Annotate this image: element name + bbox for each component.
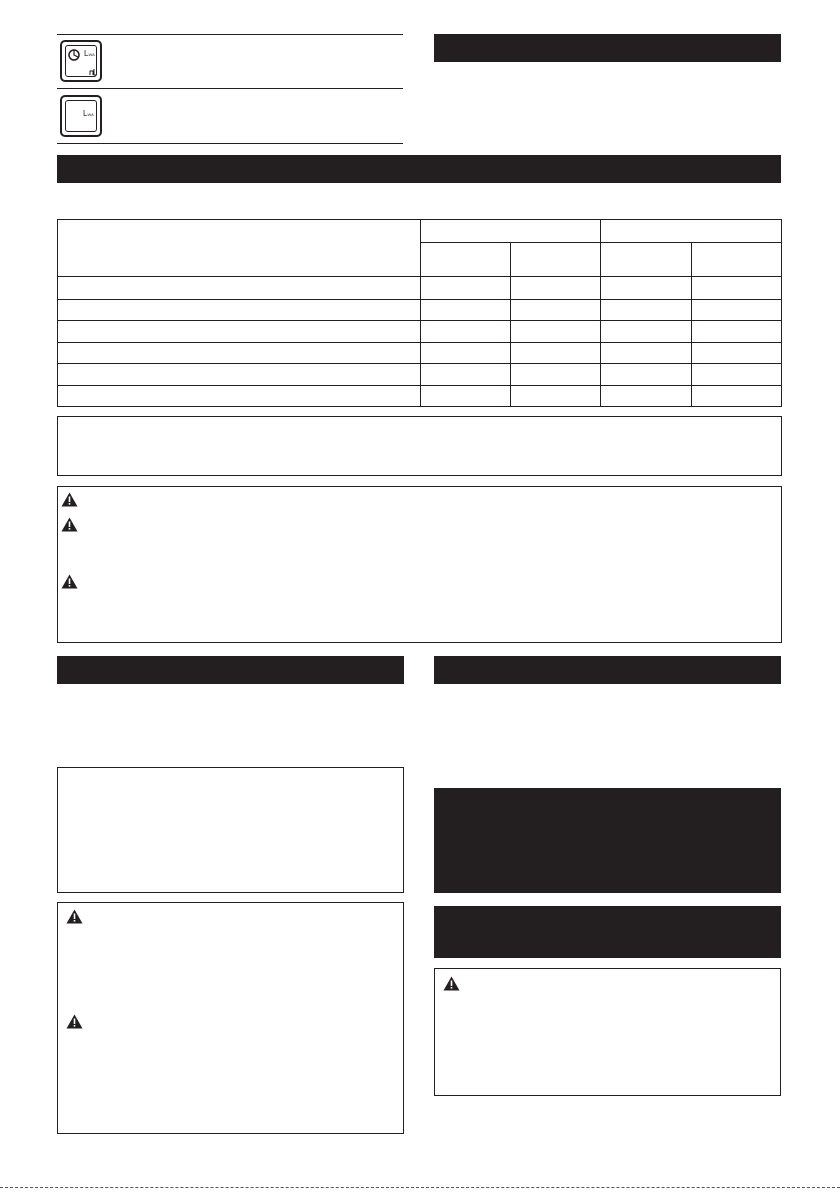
black-panel-large xyxy=(434,788,781,893)
warning-box-full xyxy=(57,486,782,643)
page-cut-edge xyxy=(0,1187,840,1188)
section-heading-bar-right xyxy=(434,656,781,684)
warning-triangle-icon xyxy=(443,976,460,991)
sound-power-level-icon xyxy=(60,95,102,137)
warning-triangle-icon xyxy=(66,909,83,924)
sound-icon-label-1: LWA xyxy=(84,49,95,58)
sound-icon-label-2: LWA xyxy=(83,109,94,118)
section-heading-bar-full xyxy=(57,155,781,183)
warning-triangle-icon xyxy=(61,492,78,507)
warning-box-right xyxy=(434,968,781,1096)
warning-triangle-icon xyxy=(61,574,78,589)
note-box-left xyxy=(57,767,404,893)
top-rule xyxy=(57,34,403,35)
pictogram-bottom-rule xyxy=(57,143,403,144)
warning-triangle-icon xyxy=(61,517,78,532)
sound-power-pictogram-icon xyxy=(60,40,102,82)
spec-table xyxy=(57,219,782,407)
note-box-full xyxy=(57,416,782,476)
black-panel-small xyxy=(434,906,781,958)
pictogram-divider xyxy=(57,88,403,89)
warning-box-left xyxy=(57,902,404,1134)
section-heading-bar-top-right xyxy=(434,34,781,62)
warning-triangle-icon xyxy=(66,1014,83,1029)
section-heading-bar-left xyxy=(57,656,404,684)
